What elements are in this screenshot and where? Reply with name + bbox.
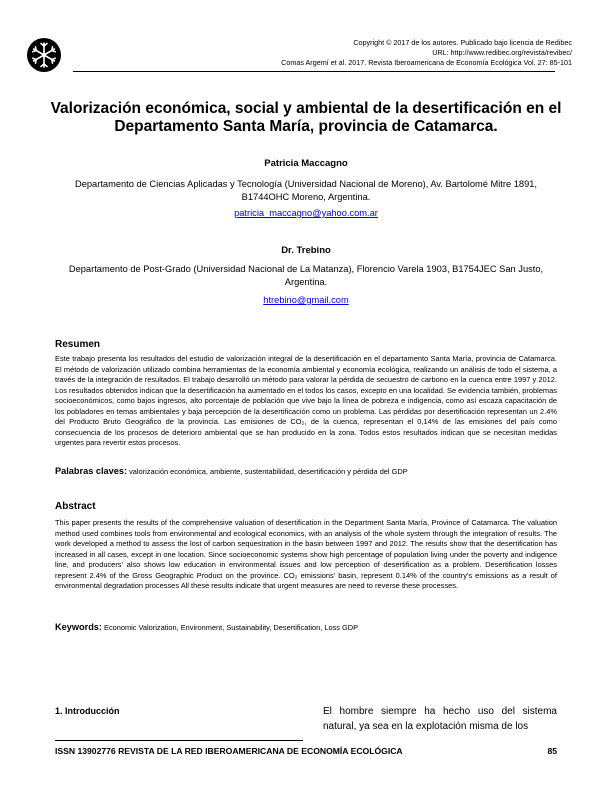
keywords-label: Palabras claves:: [55, 466, 128, 476]
author-email-link[interactable]: htrebino@gmail.com: [263, 295, 349, 305]
resumen-text: Este trabajo presenta los resultados del estudio de valorización integral de la desertificación en el departamento Santa María, provincia de Catamarca. El método de valorización utilizado combina herramientas de la economía ambiental y economía ecológica, realizando un análisis de todo el sistema, a través de la integración de resultados. El trabajo desarrolló un método para valorar la pérdida de secuestro de carbono en la cuenca entre 1997 y 2012. Los resultados obtenidos indican que la desertificación ha aumentado en el todos los casos, excepto en una localidad. Se evidencia también, problemas socioeconómicos, como bajos ingresos, alto porcentaje de población que vive bajo la línea de pobreza e indigencia, como así escaza capacitación de los pobladores en temas ambientales y baja percepción de la desertificación como un problema. Las pérdidas por desertificación representan un 2.4% del Producto Bruto Geográfico de la provincia. Las emisiones de CO₂, de la cuenca, representan el 0,14% de las emisiones del país como consecuencia de los procesos de deterioro ambiental que se han producido en la zona. Todos estos resultados indican que se necesitan medidas urgentes para revertir estos procesos.: [55, 354, 557, 447]
abstract-keywords: [55, 622, 557, 632]
author-name: Dr. Trebino: [281, 245, 331, 256]
page-number: 85: [547, 746, 557, 756]
url-line: URL: http://www.redibec.org/revista/revibec/: [432, 48, 572, 57]
abstract-text: This paper presents the results of the comprehensive valuation of desertification in the Department Santa María, Province of Catamarca. The valuation method used combines tools from environmental and ecological economics, with an analysis of the whole system through the integration of results. The work developed a method to assess the lost of carbon sequestration in the basin between 1997 and 2012. The results show that the desertification has increased in all cases, except in one location. Since socioeconomic systems show high percentage of population living under the poverty and indigence line, and producers' also shows low education in environmental issues and low perception of desertification as a problem. Desertification losses represent 2.4% of the Gross Geographic Product on the province. CO₂ emissions' basin, represent 0.14% of the country's emissions as a result of environmental degradation processes All these results indicate that urgent measures are need to reverse these processes.: [55, 518, 557, 590]
resumen-heading: Resumen: [55, 339, 101, 350]
journal-name: ISSN 13902776 REVISTA DE LA RED IBEROAMERICANA DE ECONOMÍA ECOLÓGICA: [55, 746, 403, 756]
page-header: [281, 38, 572, 68]
journal-logo-icon: [27, 38, 61, 72]
keywords-list: valorización económica, ambiente, sustentabilidad, desertificación y pérdida del GDP: [129, 467, 408, 476]
author-email-link[interactable]: patricia_maccagno@yahoo.com.ar: [234, 208, 378, 218]
copyright-line: Copyright © 2017 de los autores. Publicado bajo licencia de Redibec: [353, 38, 572, 47]
intro-text: El hombre siempre ha hecho uso del sistema natural, ya sea en la explotación misma de los: [323, 706, 557, 732]
keywords-list: Economic Valorization, Environment, Sustainability, Desertification, Loss GDP: [104, 623, 359, 632]
abstract-heading: Abstract: [55, 501, 96, 512]
intro-heading: 1. Introducción: [55, 706, 120, 716]
resumen-keywords: [55, 466, 557, 476]
header-divider: [73, 71, 555, 72]
citation-line: Comas Argemí et al. 2017. Revista Iberoamericana de Economía Ecológica Vol. 27: 85-101: [281, 58, 572, 67]
footer-divider: [55, 740, 303, 741]
author-affiliation: Departamento de Post-Grado (Universidad Nacional de La Matanza), Florencio Varela 1903, B1754JEC San Justo, Argentina.: [68, 264, 544, 287]
author-name: Patricia Maccagno: [264, 158, 348, 169]
author-affiliation: Departamento de Ciencias Aplicadas y Tecnología (Universidad Nacional de Moreno), Av. Bartolomé Mitre 1891, B1744OHC Moreno, Argentina.: [75, 179, 537, 202]
paper-title: Valorización económica, social y ambiental de la desertificación en el Departamento Santa María, provincia de Catamarca.: [50, 100, 562, 135]
keywords-label: Keywords:: [55, 622, 102, 632]
